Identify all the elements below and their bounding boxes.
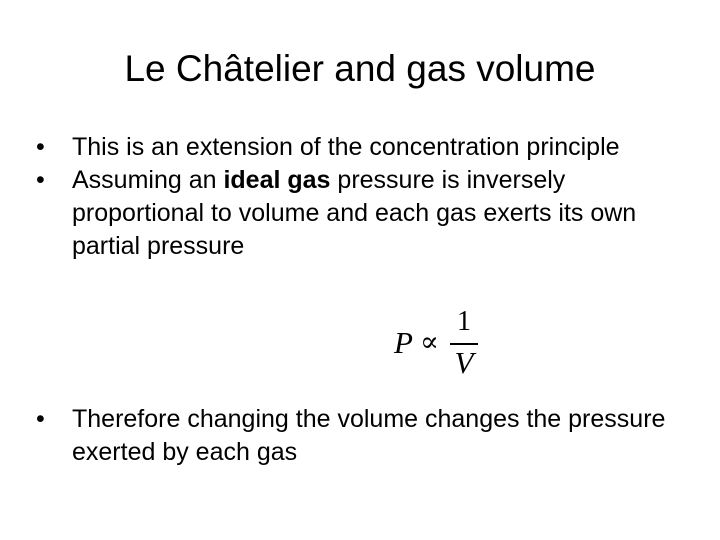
bullet-text: This is an extension of the concentration principle [72,133,620,161]
bullet-symbol: • [36,405,45,433]
bullet-text: Therefore changing the volume changes the pressure exerted by each gas [72,405,666,466]
bullet-item [36,164,686,263]
bullet-item [36,131,686,164]
bullet-item [36,403,720,469]
bullet-text: pressure is inversely proportional to volume and each gas exerts its own partial pressure [72,166,637,260]
slide-title: Le Châtelier and gas volume [124,48,596,89]
formula-denominator: V [454,345,474,380]
bullet-symbol: • [36,166,45,194]
bullet-text: Assuming an [72,166,224,194]
bullet-list [36,131,686,263]
formula-proportional-symbol: ∝ [420,327,439,358]
formula-numerator: 1 [457,306,471,337]
bold-term: ideal gas [223,166,331,194]
formula-pressure-symbol: P [394,325,413,360]
formula-fraction [450,305,478,385]
proportionality-formula [394,305,484,385]
bullet-symbol: • [36,133,45,161]
